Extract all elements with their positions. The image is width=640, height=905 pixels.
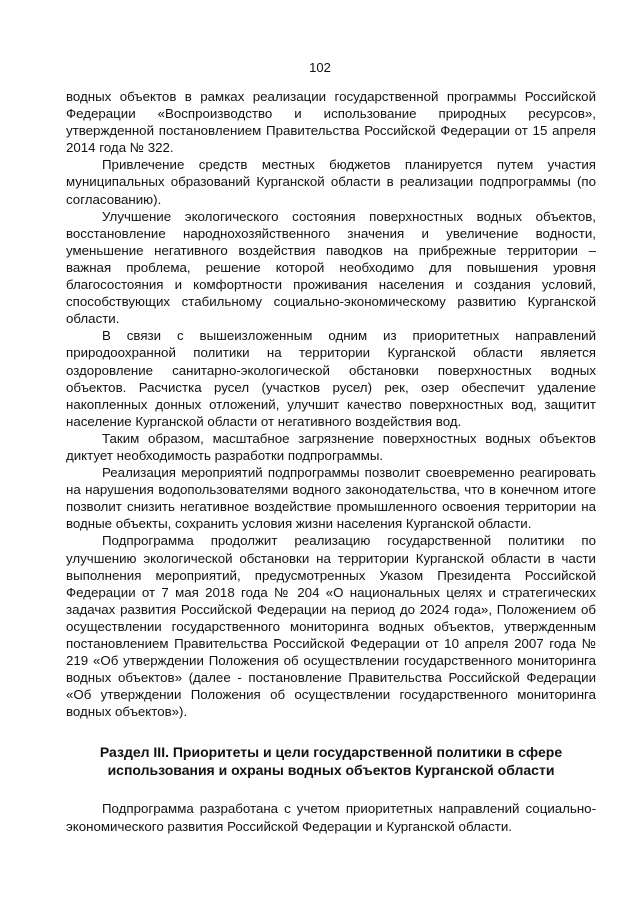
paragraph: Подпрограмма разработана с учетом приоритетных направлений социально-экономического развития Российской Федерации и Курганской области. bbox=[66, 801, 596, 834]
paragraph: Привлечение средств местных бюджетов планируется путем участия муниципальных образований Курганской области в реализации подпрограммы (по согласованию). bbox=[66, 157, 596, 207]
paragraph: Подпрограмма продолжит реализацию государственной политики по улучшению экологической обстановки на территории Курганской области в части выполнения мероприятий, предусмотренных Указом Президента Российской Федерации от 7 мая 2018 года № 204 «О национальных целях и стратегических задачах развития Российской Федерации на период до 2024 года», Положением об осуществлении государственного мониторинга водных объектов, утвержденным постановлением Правительства Российской Федерации от 10 апреля 2007 года № 219 «Об утверждении Положения об осуществлении государственного мониторинга водных объектов» (далее - постановление Правительства Российской Федерации «Об утверждении Положения об осуществлении государственного мониторинга водных объектов»). bbox=[66, 533, 596, 720]
document-body bbox=[66, 88, 596, 835]
paragraph: водных объектов в рамках реализации государственной программы Российской Федерации «Воспроизводство и использование природных ресурсов», утвержденной постановлением Правительства Российской Федерации от 15 апреля 2014 года № 322. bbox=[66, 89, 596, 156]
page-number: 102 bbox=[309, 60, 331, 75]
paragraph: Улучшение экологического состояния поверхностных водных объектов, восстановление народнохозяйственного значения и увеличение водности, уменьшение негативного воздействия паводков на прибрежные территории – важная проблема, решение которой необходимо для повышения уровня благосостояния и комфортности проживания населения и создания условий, способствующих стабильному социально-экономическому развитию Курганской области. bbox=[66, 208, 596, 327]
paragraph: Таким образом, масштабное загрязнение поверхностных водных объектов диктует необходимость разработки подпрограммы. bbox=[66, 430, 596, 463]
paragraph: Реализация мероприятий подпрограммы позволит своевременно реагировать на нарушения водопользователями водного законодательства, что в конечном итоге позволит снизить негативное воздействие промышленного освоения территории на водные объекты, сохранить условия жизни населения Курганской области. bbox=[66, 465, 596, 532]
section-heading: Раздел III. Приоритеты и цели государственной политики в сфере использования и охраны водных объектов Курганской области bbox=[99, 744, 563, 779]
paragraph: В связи с вышеизложенным одним из приоритетных направлений природоохранной политики на территории Курганской области является оздоровление санитарно-экологической обстановки поверхностных водных объектов. Расчистка русел (участков русел) рек, озер обеспечит удаление накопленных донных отложений, улучшит качество поверхностных вод, защитит население Курганской области от негативного воздействия вод. bbox=[66, 328, 596, 429]
